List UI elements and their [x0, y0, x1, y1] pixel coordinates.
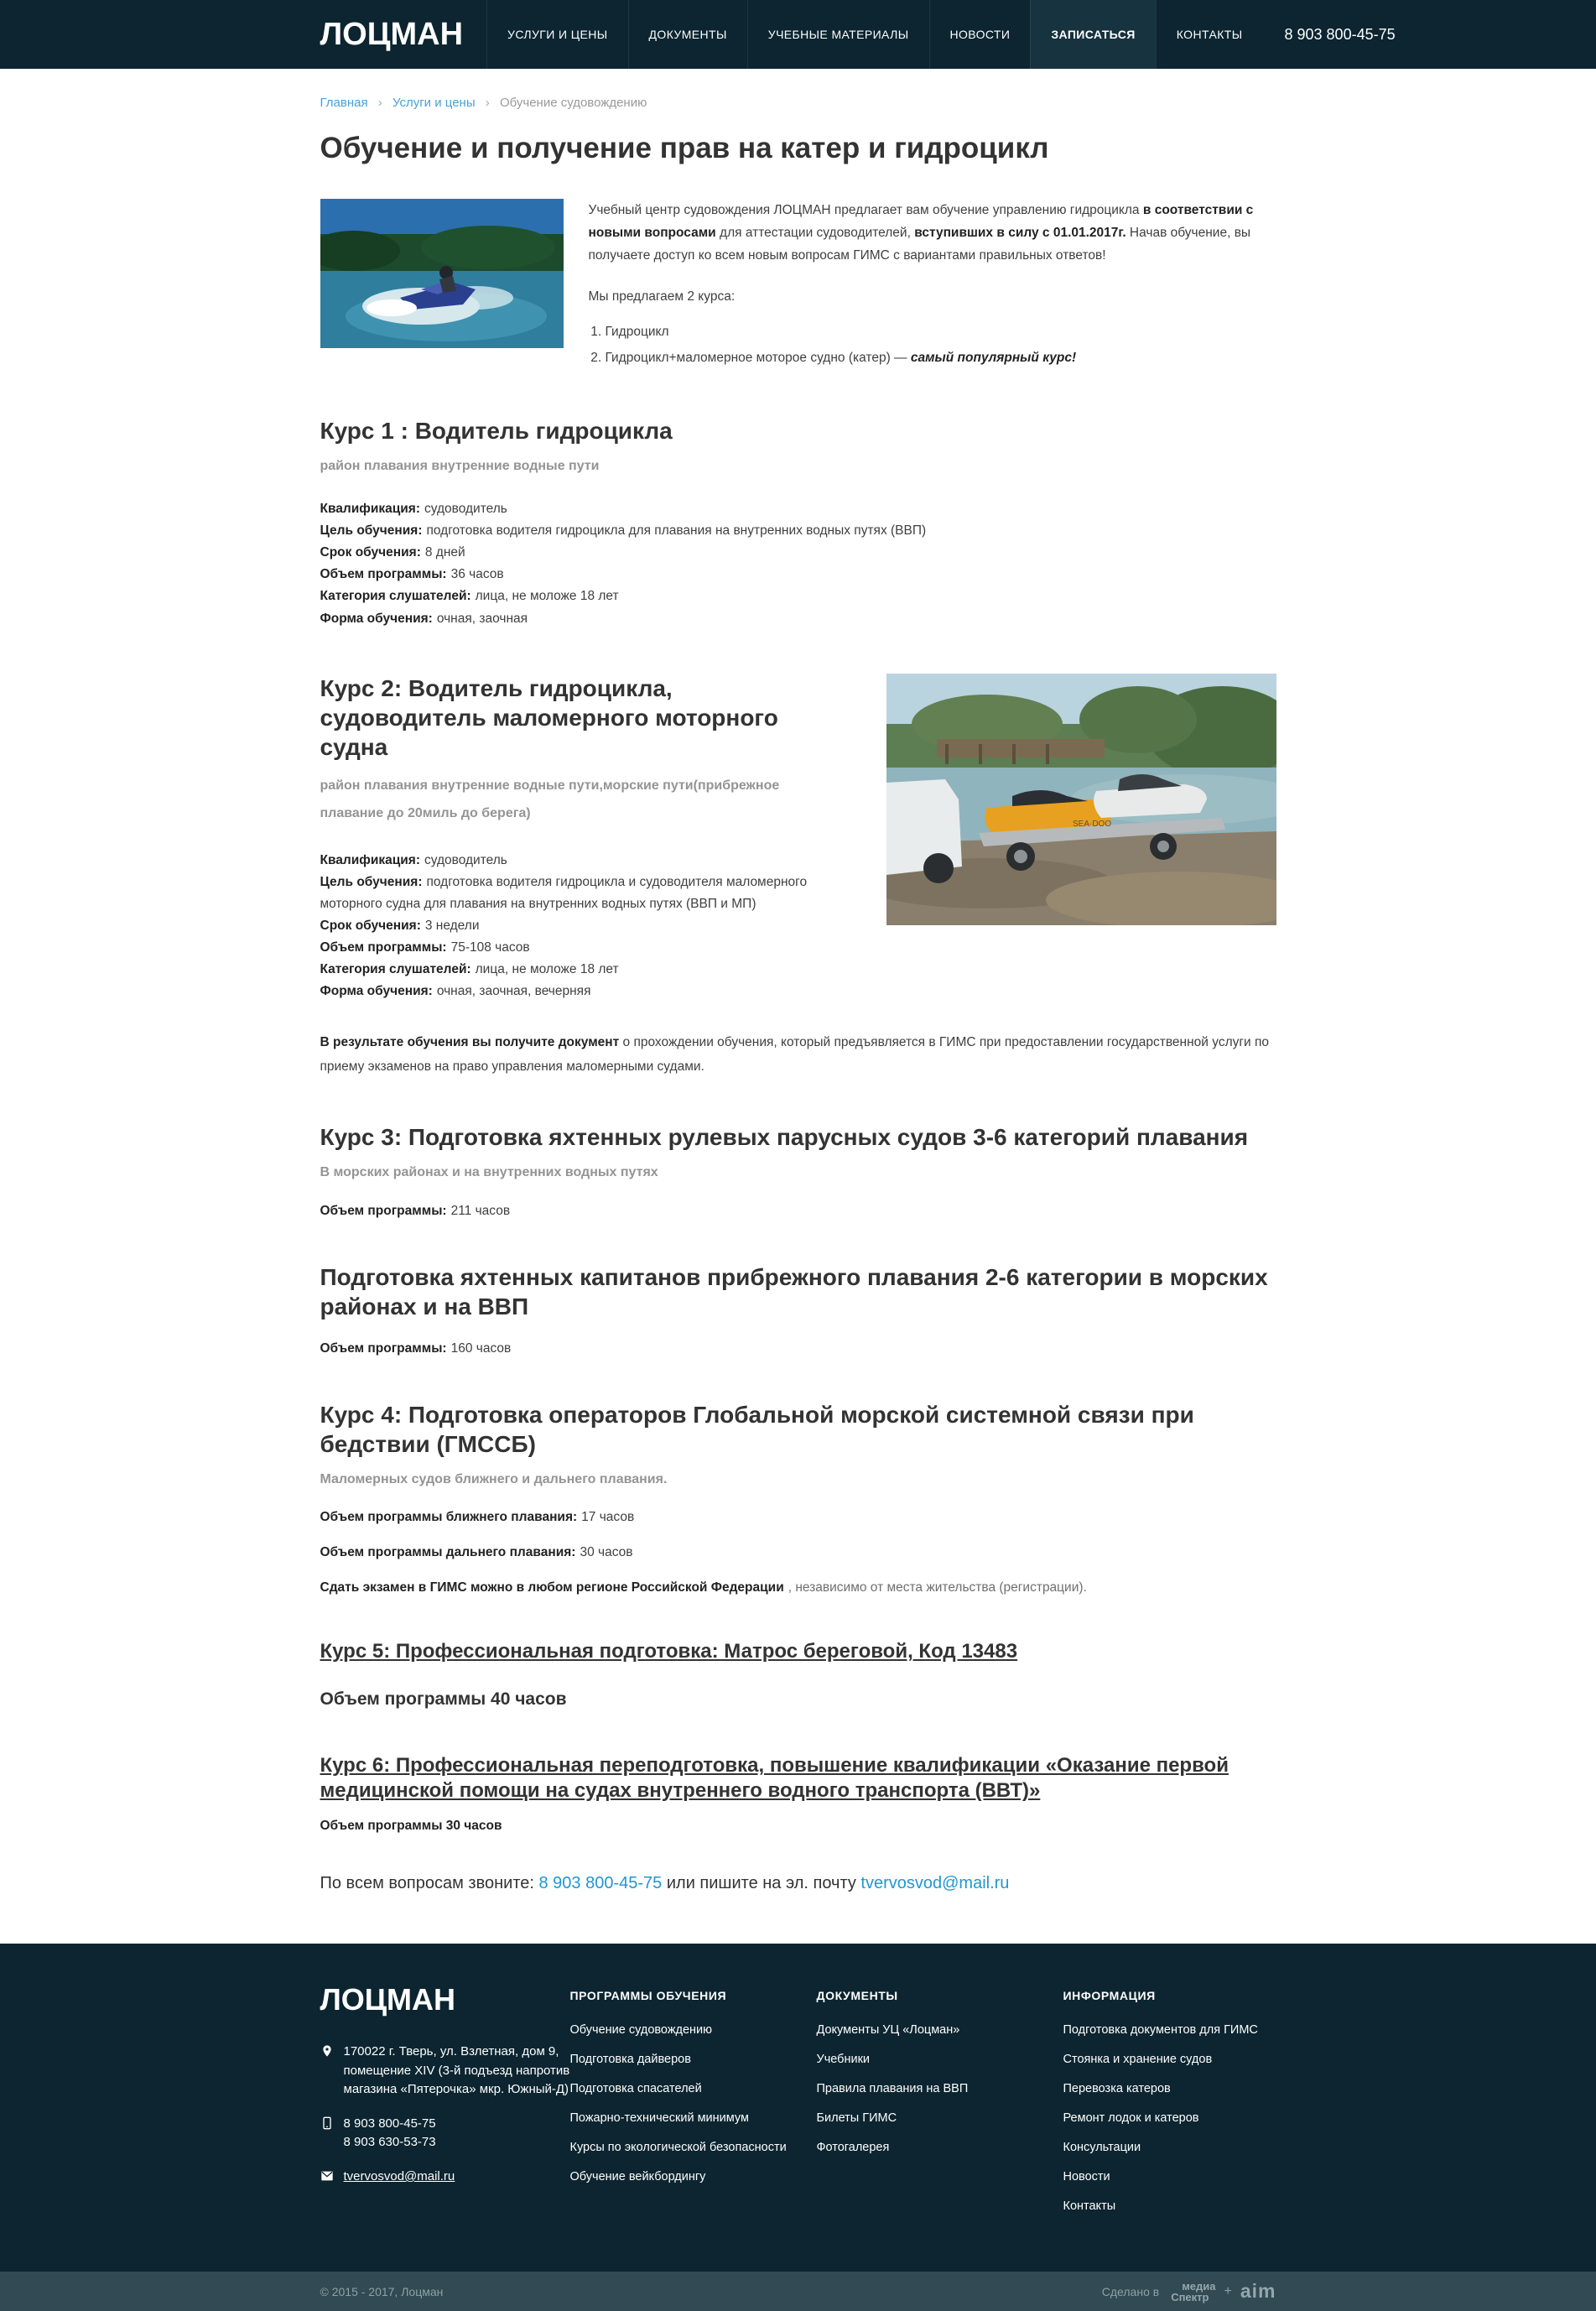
footer-link-item — [570, 2111, 800, 2126]
course-6-volume — [320, 1819, 1276, 1834]
contact-phone-link[interactable]: 8 903 800-45-75 — [538, 1874, 663, 1893]
plus-sign: + — [1224, 2283, 1232, 2298]
footer-contact-block — [320, 1982, 570, 2228]
jetski-brand-text: SEA·DOO — [1072, 819, 1111, 829]
course-2-subtitle: район плавания внутренние водные пути,морские пути(прибрежное плавание до 20миль до берега) — [320, 778, 780, 821]
detail-value: подготовка водителя гидроцикла для плавания на внутренних водных путях (ВВП) — [426, 523, 927, 539]
nav-news[interactable]: НОВОСТИ — [929, 0, 1031, 69]
bottom-bar — [0, 2272, 1596, 2311]
intro-courses-lead: Мы предлагаем 2 курса: — [588, 289, 736, 304]
breadcrumb-separator: › — [485, 96, 490, 110]
course-1-title: Курс 1 : Водитель гидроцикла — [320, 417, 673, 444]
detail-value: очная, заочная, вечерняя — [436, 983, 591, 998]
contact-email-link[interactable]: tvervosvod@mail.ru — [860, 1874, 1010, 1893]
detail-value: 75-108 часов — [450, 939, 530, 955]
course-list-text: Гидроцикл+маломерное моторое судно (катер) — — [605, 350, 911, 365]
detail-label: Объем программы: — [320, 567, 447, 582]
detail-label: Форма обучения: — [320, 611, 433, 626]
detail-row — [320, 915, 840, 937]
footer-link[interactable]: Фотогалерея — [816, 2141, 890, 2155]
footer-address: 170022 г. Тверь, ул. Взлетная, дом 9, помещение XIV (3-й подъезд напротив магазина «Пятерочка» мкр. Южный-Д) — [343, 2044, 570, 2097]
footer-link-item — [817, 2140, 1047, 2155]
footer-col-heading: ПРОГРАММЫ ОБУЧЕНИЯ — [569, 1989, 727, 2003]
detail-label: Объем программы: — [320, 1340, 447, 1356]
footer-link-item — [1063, 2169, 1310, 2184]
detail-label: Категория слушателей: — [320, 961, 471, 976]
footer-link-item — [570, 2052, 800, 2067]
detail-row — [320, 937, 840, 959]
nav-contacts[interactable]: КОНТАКТЫ — [1156, 0, 1263, 69]
result-paragraph — [320, 1031, 1276, 1079]
course-2-section — [320, 674, 1276, 1002]
nav-signup[interactable]: ЗАПИСАТЬСЯ — [1030, 0, 1155, 69]
aim-logo[interactable]: aim — [1240, 2280, 1276, 2303]
detail-value: очная, заочная — [436, 611, 528, 626]
detail-label: Категория слушателей: — [320, 589, 471, 604]
course-4-section — [320, 1400, 1276, 1596]
footer-link-item — [570, 2081, 800, 2096]
footer-link[interactable]: Новости — [1063, 2170, 1110, 2184]
course-4-subtitle: Маломерных судов ближнего и дальнего плавания. — [320, 1471, 668, 1486]
footer-link[interactable]: Документы УЦ «Лоцман» — [816, 2023, 960, 2038]
detail-row — [320, 498, 1276, 520]
breadcrumb-home[interactable]: Главная — [320, 96, 368, 110]
detail-row — [320, 564, 1276, 586]
course-1-subtitle: район плавания внутренние водные пути — [320, 458, 600, 473]
detail-label: Квалификация: — [320, 852, 421, 867]
footer-link-item — [1063, 2081, 1310, 2096]
footer-link[interactable]: Подготовка документов для ГИМС — [1063, 2023, 1258, 2038]
course-list-item — [606, 320, 1276, 343]
footer-link[interactable]: Пожарно-технический минимум — [569, 2111, 749, 2126]
course-5-title: Курс 5: Профессиональная подготовка: Матрос береговой, Код 13483 — [320, 1640, 1018, 1663]
footer-link-item — [1063, 2022, 1310, 2038]
mediaspektr-logo-bottom: Спектр — [1171, 2290, 1209, 2303]
footer-link[interactable]: Контакты — [1063, 2199, 1116, 2214]
detail-value: 30 часов — [580, 1545, 633, 1560]
course-list-highlight: самый популярный курс! — [910, 350, 1077, 365]
footer-link[interactable]: Правила плавания на ВВП — [816, 2082, 969, 2096]
detail-row — [320, 981, 840, 1002]
footer-link-item — [817, 2081, 1047, 2096]
footer-email-item — [320, 2168, 570, 2189]
footer-link-item — [570, 2169, 800, 2184]
detail-label: Объем программы ближнего плавания: — [320, 1510, 578, 1525]
footer-link-item — [817, 2022, 1047, 2038]
intro-text — [589, 199, 1276, 372]
contact-text: По всем вопросам звоните: — [320, 1874, 539, 1893]
detail-value: судоводитель — [424, 502, 507, 517]
copyright: © 2015 - 2017, Лоцман — [320, 2284, 444, 2298]
footer-link[interactable]: Обучение судовождению — [569, 2023, 713, 2038]
detail-label: Цель обучения: — [320, 874, 423, 889]
detail-row — [320, 850, 840, 872]
nav-documents[interactable]: ДОКУМЕНТЫ — [628, 0, 747, 69]
footer-phone-1[interactable]: 8 903 800-45-75 — [343, 2116, 436, 2131]
course-1-section — [320, 416, 1276, 630]
course-4-title: Курс 4: Подготовка операторов Глобальной морской системной связи при бедствии (ГМССБ) — [320, 1401, 1194, 1457]
footer-link[interactable]: Подготовка спасателей — [569, 2082, 702, 2096]
jetski-action-photo — [320, 199, 564, 348]
footer-phones-item — [320, 2115, 570, 2152]
course-3-title: Курс 3: Подготовка яхтенных рулевых парусных судов 3-6 категорий плавания — [320, 1124, 1249, 1151]
course-list-item — [606, 346, 1276, 369]
detail-value: 36 часов — [450, 567, 504, 582]
detail-label: Объем программы дальнего плавания: — [320, 1545, 576, 1560]
made-by-text: Сделано в — [1101, 2284, 1160, 2298]
contact-text: или пишите на эл. почту — [662, 1874, 861, 1893]
nav-services[interactable]: УСЛУГИ И ЦЕНЫ — [486, 0, 628, 69]
detail-row — [320, 586, 1276, 607]
footer-link[interactable]: Учебники — [816, 2053, 871, 2067]
site-header — [0, 0, 1596, 69]
made-by-block — [1102, 2280, 1276, 2303]
course-2-text — [320, 674, 886, 1002]
detail-value: 8 дней — [424, 545, 465, 560]
footer-link-item — [570, 2140, 800, 2155]
detail-row — [320, 520, 1276, 542]
detail-label: Срок обучения: — [320, 545, 421, 560]
course-3-subtitle: В морских районах и на внутренних водных путях — [320, 1165, 658, 1180]
footer-link-item — [817, 2111, 1047, 2126]
footer-col-heading: ДОКУМЕНТЫ — [816, 1989, 898, 2003]
footer-link-item — [1063, 2111, 1310, 2126]
detail-value: подготовка водителя гидроцикла и судоводителя маломерного моторного судна для плавания на внутренних водных путях (ВВП и МП) — [320, 874, 808, 911]
footer-link-item — [570, 2022, 800, 2038]
footer-link[interactable]: Перевозка катеров — [1063, 2082, 1171, 2096]
detail-value: судоводитель — [424, 852, 507, 867]
footer-email-link[interactable]: tvervosvod@mail.ru — [343, 2168, 455, 2183]
detail-row — [320, 608, 1276, 630]
course-6-title: Курс 6: Профессиональная переподготовка, повышение квалификации «Оказание первой медицинской помощи на судах внутреннего водного транспорта (ВВТ)» — [320, 1754, 1229, 1803]
detail-row — [320, 872, 840, 915]
footer-link-item — [1063, 2052, 1310, 2067]
detail-label: Объем программы 30 часов — [320, 1819, 502, 1834]
footer-col-documents — [817, 1982, 1063, 2228]
intro-seg: Начав обучение, вы получаете доступ ко всем новым вопросам ГИМС с вариантами правильных ответов! — [588, 226, 1251, 263]
course-list-text: Гидроцикл — [605, 324, 669, 339]
breadcrumb-services[interactable]: Услуги и цены — [392, 96, 476, 110]
captains-volume — [320, 1341, 1276, 1356]
footer-link[interactable]: Ремонт лодок и катеров — [1063, 2111, 1199, 2126]
footer-link[interactable]: Стоянка и хранение судов — [1063, 2053, 1213, 2067]
detail-value: 17 часов — [581, 1510, 635, 1525]
captains-section — [320, 1262, 1276, 1356]
mediaspektr-logo[interactable] — [1171, 2281, 1215, 2303]
footer-phones — [344, 2115, 436, 2152]
course-list — [589, 320, 1276, 369]
page-title: Обучение и получение прав на катер и гидроцикл — [320, 132, 1049, 164]
footer-link[interactable]: Консультации — [1063, 2141, 1141, 2155]
mediaspektr-logo-top: медиа — [1182, 2279, 1216, 2293]
breadcrumb-separator: › — [377, 96, 382, 110]
result-rest: о прохождении обучения, который предъявляется в ГИМС при предоставлении государственной услуги по приему экзаменов на право управления маломерными судами. — [320, 1034, 1270, 1074]
course-3-section — [320, 1122, 1276, 1219]
intro-section — [320, 199, 1276, 372]
footer-logo[interactable]: ЛОЦМАН — [320, 1982, 456, 2017]
exam-note-rest: , независимо от места жительства (регистрации). — [788, 1580, 1087, 1595]
footer-col-programs — [570, 1982, 817, 2228]
location-pin-icon — [320, 2043, 335, 2100]
detail-value: лица, не моложе 18 лет — [475, 961, 619, 976]
breadcrumb — [320, 69, 1276, 122]
intro-paragraph — [589, 199, 1276, 267]
result-bold: В результате обучения вы получите документ — [320, 1034, 620, 1049]
detail-value: 211 часов — [450, 1203, 511, 1218]
footer-link[interactable]: Обучение вейкбордингу — [569, 2170, 706, 2184]
detail-row — [320, 959, 840, 981]
course-6-section — [320, 1753, 1276, 1834]
footer-link[interactable]: Билеты ГИМС — [816, 2111, 897, 2126]
footer-address-item — [320, 2043, 570, 2100]
detail-value: 3 недели — [424, 918, 480, 933]
intro-seg-bold: в соответствии с новыми вопросами — [588, 203, 1254, 241]
site-footer — [0, 1944, 1596, 2272]
footer-link-item — [1063, 2140, 1310, 2155]
captains-title: Подготовка яхтенных капитанов прибрежного плавания 2-6 категории в морских районах и на ВВП — [320, 1263, 1268, 1319]
header-phone[interactable]: 8 903 800-45-75 — [1284, 25, 1396, 43]
course-5-section — [320, 1639, 1276, 1710]
detail-label: Цель обучения: — [320, 523, 423, 539]
detail-value: лица, не моложе 18 лет — [475, 589, 619, 604]
footer-link[interactable]: Подготовка дайверов — [569, 2053, 691, 2067]
footer-link-item — [817, 2052, 1047, 2067]
detail-label: Объем программы: — [320, 1203, 447, 1218]
envelope-icon — [320, 2168, 335, 2189]
intro-seg-bold: вступивших в силу с 01.01.2017г. — [914, 226, 1126, 241]
footer-col-heading: ИНФОРМАЦИЯ — [1063, 1989, 1156, 2003]
footer-phone-2[interactable]: 8 903 630-53-73 — [343, 2135, 436, 2150]
course-5-volume: Объем программы 40 часов — [320, 1689, 567, 1710]
course-1-details — [320, 498, 1276, 629]
footer-link-item — [1063, 2199, 1310, 2214]
footer-link[interactable]: Курсы по экологической безопасности — [569, 2141, 787, 2155]
phone-icon — [320, 2115, 335, 2152]
detail-label: Срок обучения: — [320, 918, 421, 933]
course-3-volume — [320, 1204, 1276, 1219]
intro-seg: для аттестации судоводителей, — [715, 226, 915, 241]
main-content — [320, 69, 1276, 1893]
detail-label: Форма обучения: — [320, 983, 433, 998]
jetski-trailer-photo — [886, 674, 1276, 925]
detail-label: Объем программы: — [320, 939, 447, 955]
footer-col-information — [1063, 1982, 1310, 2228]
course-2-title: Курс 2: Водитель гидроцикла, судоводитель маломерного моторного судна — [320, 674, 778, 760]
exam-note-bold: Сдать экзамен в ГИМС можно в любом регионе Российской Федерации — [320, 1580, 784, 1595]
detail-row — [320, 542, 1276, 564]
contact-line — [320, 1874, 1276, 1893]
detail-value: 160 часов — [450, 1340, 512, 1356]
nav-materials[interactable]: УЧЕБНЫЕ МАТЕРИАЛЫ — [747, 0, 929, 69]
breadcrumb-current: Обучение судовождению — [499, 96, 647, 110]
course-4-volume-near — [320, 1510, 1276, 1525]
exam-note — [320, 1580, 1276, 1595]
course-4-volume-far — [320, 1545, 1276, 1560]
intro-seg: Учебный центр судовождения ЛОЦМАН предлагает вам обучение управлению гидроцикла — [588, 203, 1143, 217]
logo[interactable]: ЛОЦМАН — [320, 16, 464, 52]
main-nav — [486, 0, 1396, 69]
detail-label: Квалификация: — [320, 502, 421, 517]
course-2-details — [320, 850, 840, 1002]
